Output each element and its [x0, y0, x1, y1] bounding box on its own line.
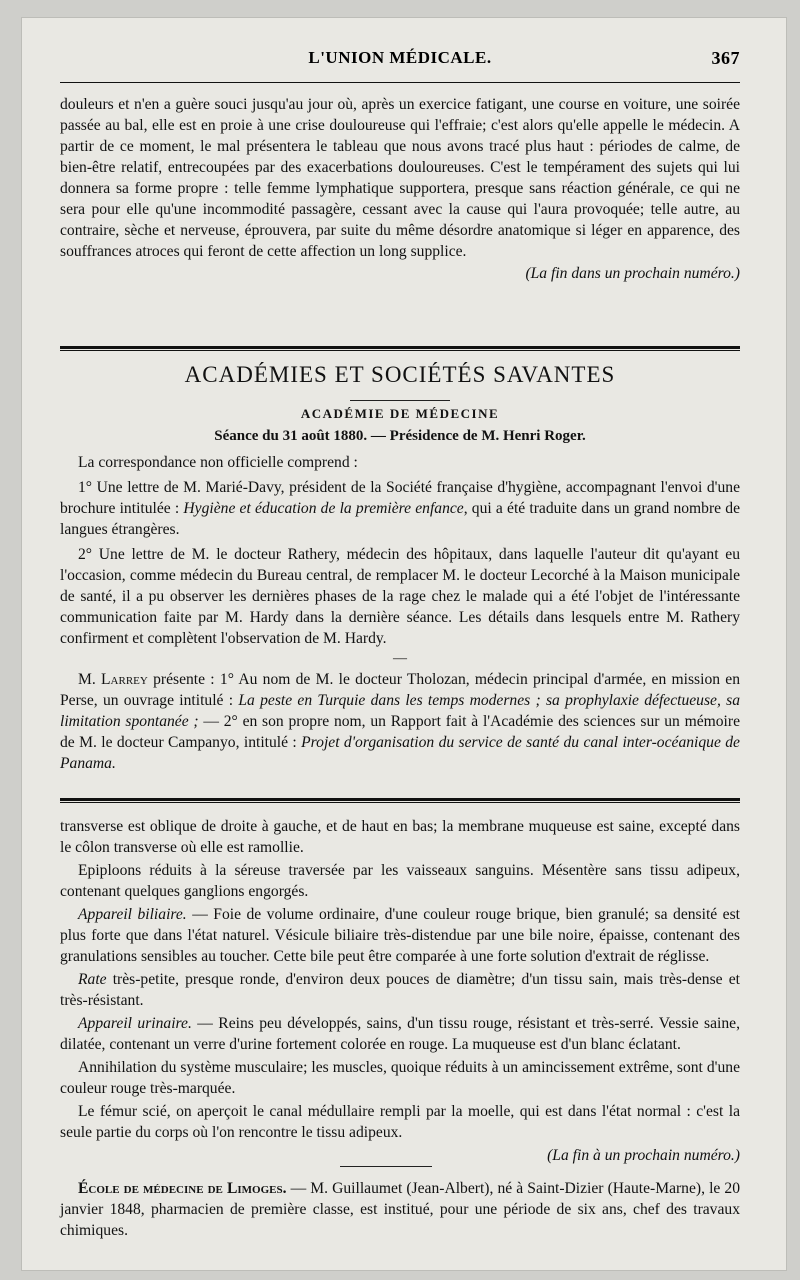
brochure-title: Hygiène et éducation de la première enfance — [183, 500, 464, 517]
correspondence-item-2: 2° Une lettre de M. le docteur Rathery, médecin des hôpitaux, dans laquelle l'auteur dit qu'ayant eu l'occasion, comme médecin du Bureau central, de remplacer M. le docteur Lecorché à la Maison municipale de santé, il a pu observer les dernières phases de la rage chez le malade qui a été l'objet de l'intéressante communication faite par M. Hardy dans la dernière séance. Les détails dans lesquels entre M. Rathery confirment et complètent l'observation de M. Hardy. — [60, 546, 740, 647]
top-article — [60, 94, 740, 284]
campanyo-work-title: Projet d'organisation du service de santé du canal inter-océanique de Panama. — [60, 734, 740, 772]
top-article-continuation: (La fin dans un prochain numéro.) — [525, 265, 740, 282]
bottom-article — [60, 816, 740, 1166]
academies-section — [60, 362, 740, 774]
bottom-p4: Rate très-petite, presque ronde, d'environ deux pouces de diamètre; d'un tissu sain, mais très-dense et très-résistant. — [60, 971, 740, 1009]
bottom-p3: Appareil biliaire. — Foie de volume ordinaire, d'une couleur rouge brique, bien granulé; sa densité est plus forte que dans l'état naturel. Vésicule biliaire très-distendue par une bile noire, épaisse, contenant des granulations sensibles au toucher. Cette bile peut être comparée à une forte solution d'extrait de réglisse. — [60, 906, 741, 965]
notice-label: École de médecine de Limoges. — [78, 1180, 287, 1197]
separator-dash: — — [393, 651, 407, 666]
notice-separator — [340, 1166, 432, 1167]
spleen-label: Rate — [78, 971, 107, 988]
bottom-p6: Annihilation du système musculaire; les muscles, quoique réduits à un amincissement extrême, sont d'une couleur rouge très-marquée. — [60, 1059, 740, 1097]
section-divider-bottom — [60, 798, 740, 803]
academy-name: ACADÉMIE DE MÉDECINE — [300, 406, 500, 421]
larrey-presentation: M. Larrey présente : 1° Au nom de M. le docteur Tholozan, médecin principal d'armée, en mission en Perse, un ouvrage intitulé : La peste en Turquie dans les temps modernes ; sa prophylaxie défectueuse, sa limitation spontanée ; — 2° en son propre nom, un Rapport fait à l'Académie des sciences sur un mémoire de M. le docteur Campanyo, intitulé : Projet d'organisation du service de santé du canal inter-océanique de Panama. — [60, 671, 741, 772]
correspondence-item-1: 1° Une lettre de M. Marié-Davy, président de la Société française d'hygiène, accompagnant l'envoi d'une brochure intitulée : Hygiène et éducation de la première enfance, qui a été traduite dans un grand nombre de langues étrangères. — [60, 479, 740, 538]
page — [22, 18, 786, 1270]
biliary-label: Appareil biliaire. — [78, 906, 187, 923]
bottom-p7: Le fémur scié, on aperçoit le canal médullaire rempli par la moelle, qui est dans l'état normal : c'est la seule partie du corps où l'on rencontre le tissu adipeux. — [60, 1103, 740, 1141]
bottom-p5: Appareil urinaire. — Reins peu développés, sains, d'un tissu rouge, résistant et très-serré. Vessie saine, dilatée, contenant un verre d'urine fortement colorée en rouge. La muqueuse est d'un blanc éclatant. — [60, 1015, 740, 1053]
header-rule — [60, 82, 740, 83]
urinary-label: Appareil urinaire. — [78, 1015, 192, 1032]
bottom-p2: Epiploons réduits à la séreuse traversée par les vaisseaux sanguins. Mésentère sans tissu adipeux, contenant quelques ganglions engorgés. — [60, 862, 740, 900]
top-article-paragraph: douleurs et n'en a guère souci jusqu'au jour où, après un exercice fatigant, une course en voiture, une soirée passée au bal, elle est en proie à une crise douloureuse qui l'effraie; c'est alors qu'elle appelle le médecin. A partir de ce moment, le mal présentera le tableau que nous avons tracé plus haut : périodes de calme, de bien-être relatif, entrecoupées par des exacerbations douloureuses. C'est le tempérament des sujets qui lui donnera sa forme propre : telle femme lymphatique supportera, presque sans réaction générale, ce qui ne sera pour elle qu'une incommodité passagère, cessant avec la cause qui l'aura provoquée; telle autre, au contraire, sèche et nerveuse, éprouvera, par suite du même désordre anatomique si léger en apparence, des souffrances atroces qui feront de cette affection un long supplice. — [60, 96, 740, 260]
tholozan-work-title: La peste en Turquie dans les temps modernes ; sa prophylaxie défectueuse, sa limitation spontanée ; — [60, 692, 741, 730]
bottom-p1: transverse est oblique de droite à gauche, et de haut en bas; la membrane muqueuse est saine, excepté dans le côlon transverse où elle est ramollie. — [60, 818, 740, 856]
page-number: 367 — [711, 48, 740, 68]
session-line: Séance du 31 août 1880. — Présidence de M. Henri Roger. — [214, 428, 586, 444]
section-title: ACADÉMIES ET SOCIÉTÉS SAVANTES — [184, 362, 616, 387]
section-divider-top — [60, 346, 740, 351]
school-notice — [60, 1178, 740, 1241]
title-underline — [350, 400, 450, 401]
larrey-name: M. Larrey — [78, 671, 148, 688]
school-notice-paragraph: École de médecine de Limoges. — M. Guillaumet (Jean-Albert), né à Saint-Dizier (Haute-Marne), le 20 janvier 1848, pharmacien de première classe, est institué, pour une période de six ans, chef des travaux chimiques. — [60, 1180, 741, 1239]
page-header — [60, 44, 740, 74]
correspondence-intro: La correspondance non officielle comprend : — [78, 454, 358, 471]
bottom-article-continuation: (La fin à un prochain numéro.) — [547, 1147, 740, 1164]
running-title: L'UNION MÉDICALE. — [308, 48, 492, 67]
